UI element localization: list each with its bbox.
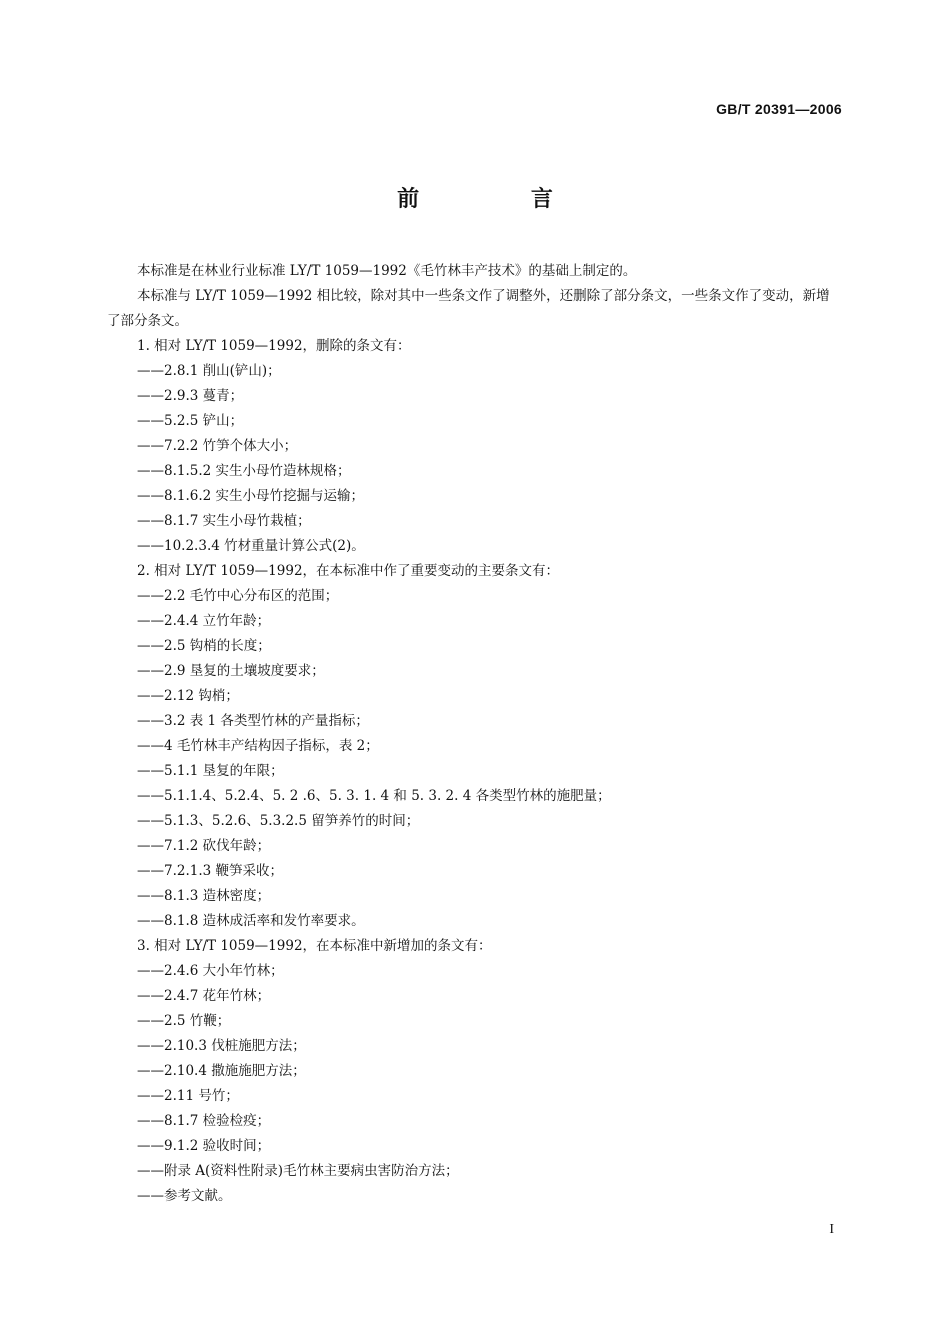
list-item: ——5.2.5 铲山； xyxy=(137,413,244,429)
document-body xyxy=(107,259,842,1209)
page-number: I xyxy=(829,1222,834,1237)
list-item: ——5.1.1 垦复的年限； xyxy=(137,763,284,779)
list-item: ——2.5 钩梢的长度； xyxy=(137,638,271,654)
list-item: ——8.1.3 造林密度； xyxy=(137,888,271,904)
list-item: ——参考文献。 xyxy=(137,1188,232,1204)
list-item: ——2.8.1 削山(铲山)； xyxy=(137,363,281,379)
list-item: ——5.1.1.4、5.2.4、5. 2 .6、5. 3. 1. 4 和 5. 3. 2. 4 各类型竹林的施肥量； xyxy=(137,788,611,804)
section-lead: 3. 相对 LY/T 1059—1992，在本标准中新增加的条文有： xyxy=(137,938,492,954)
list-item: ——7.2.1.3 鞭笋采收； xyxy=(137,863,284,879)
list-item: ——7.2.2 竹笋个体大小； xyxy=(137,438,298,454)
list-item: ——8.1.8 造林成活率和发竹率要求。 xyxy=(137,913,365,929)
section-deleted-clauses xyxy=(107,334,842,559)
list-item: ——2.10.4 撒施施肥方法； xyxy=(137,1063,306,1079)
intro-paragraph: 本标准是在林业行业标准 LY/T 1059—1992《毛竹林丰产技术》的基础上制定的。 xyxy=(137,263,637,279)
list-item: ——2.2 毛竹中心分布区的范围； xyxy=(137,588,339,604)
list-item: ——8.1.6.2 实生小母竹挖掘与运输； xyxy=(137,488,365,504)
list-item: ——10.2.3.4 竹材重量计算公式(2)。 xyxy=(137,538,365,554)
list-item: ——2.4.4 立竹年龄； xyxy=(137,613,271,629)
list-item: ——7.1.2 砍伐年龄； xyxy=(137,838,271,854)
list-item: ——8.1.5.2 实生小母竹造林规格； xyxy=(137,463,351,479)
section-changed-clauses xyxy=(107,559,842,934)
list-item: ——8.1.7 检验检疫； xyxy=(137,1113,271,1129)
list-item: ——附录 A(资料性附录)毛竹林主要病虫害防治方法； xyxy=(137,1163,459,1179)
list-item: ——4 毛竹林丰产结构因子指标，表 2； xyxy=(137,738,379,754)
list-item: ——8.1.7 实生小母竹栽植； xyxy=(137,513,311,529)
page-title: 前 言 xyxy=(397,187,605,212)
list-item: ——2.5 竹鞭； xyxy=(137,1013,231,1029)
standard-code: GB/T 20391—2006 xyxy=(716,101,842,117)
section-added-clauses xyxy=(107,934,842,1209)
list-item: ——2.12 钩梢； xyxy=(137,688,239,704)
intro-paragraph: 本标准与 LY/T 1059—1992 相比较，除对其中一些条文作了调整外，还删除了部分条文，一些条文作了变动，新增了部分条文。 xyxy=(107,288,830,329)
list-item: ——2.4.7 花年竹林； xyxy=(137,988,271,1004)
list-item: ——5.1.3、5.2.6、5.3.2.5 留笋养竹的时间； xyxy=(137,813,420,829)
list-item: ——3.2 表 1 各类型竹林的产量指标； xyxy=(137,713,369,729)
list-item: ——2.9 垦复的土壤坡度要求； xyxy=(137,663,325,679)
list-item: ——2.9.3 蔓青； xyxy=(137,388,244,404)
list-item: ——2.11 号竹； xyxy=(137,1088,239,1104)
list-item: ——2.10.3 伐桩施肥方法； xyxy=(137,1038,306,1054)
section-lead: 1. 相对 LY/T 1059—1992，删除的条文有： xyxy=(137,338,411,354)
list-item: ——9.1.2 验收时间； xyxy=(137,1138,271,1154)
list-item: ——2.4.6 大小年竹林； xyxy=(137,963,284,979)
section-lead: 2. 相对 LY/T 1059—1992，在本标准中作了重要变动的主要条文有： xyxy=(137,563,560,579)
